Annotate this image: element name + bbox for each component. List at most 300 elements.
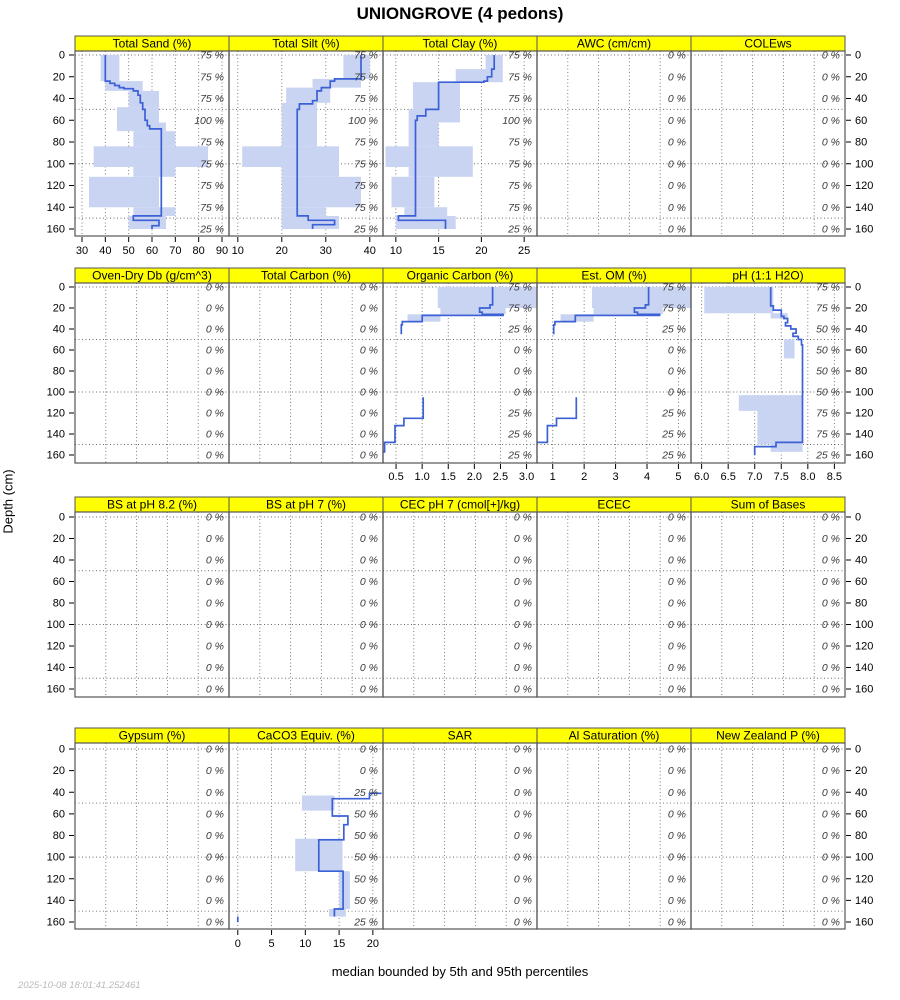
depth-tick-label: 120 <box>46 407 65 420</box>
contributing-fraction-label: 25 % <box>508 449 532 462</box>
x-axis-tick-label: 0 <box>234 938 241 950</box>
percentile-band <box>392 177 435 207</box>
x-axis-tick-label: 90 <box>215 245 229 257</box>
contributing-fraction-label: 0 % <box>359 576 378 588</box>
percentile-band <box>94 146 208 167</box>
x-axis-tick-label: 25 <box>518 245 531 257</box>
x-axis-tick-label: 2.5 <box>492 471 509 483</box>
x-axis-tick-label: 5 <box>675 471 682 483</box>
contributing-fraction-label: 0 % <box>667 683 686 696</box>
contributing-fraction-label: 0 % <box>821 71 840 84</box>
contributing-fraction-label: 0 % <box>205 597 224 610</box>
x-axis-tick-label: 30 <box>75 245 89 257</box>
contributing-fraction-label: 0 % <box>205 683 224 696</box>
contributing-fraction-label: 0 % <box>205 302 224 315</box>
contributing-fraction-label: 0 % <box>205 873 224 886</box>
contributing-fraction-label: 0 % <box>821 136 840 149</box>
depth-tick-label: 120 <box>855 180 874 192</box>
contributing-fraction-label: 0 % <box>821 894 840 907</box>
contributing-fraction-label: 50 % <box>354 851 378 864</box>
contributing-fraction-label: 25 % <box>354 223 378 236</box>
depth-tick-label: 80 <box>855 597 868 610</box>
contributing-fraction-label: 0 % <box>513 786 532 799</box>
depth-tick-label: 20 <box>52 71 65 84</box>
x-axis-tick-label: 60 <box>145 245 159 257</box>
contributing-fraction-label: 0 % <box>821 554 840 567</box>
panel-strip-title: COLEws <box>744 36 792 51</box>
contributing-fraction-label: 0 % <box>667 597 686 610</box>
depth-tick-label: 20 <box>855 71 868 84</box>
depth-tick-label: 80 <box>855 136 868 149</box>
x-axis-tick-label: 15 <box>432 245 445 257</box>
depth-tick-label: 120 <box>855 407 874 420</box>
contributing-fraction-label: 0 % <box>205 662 224 674</box>
depth-tick-label: 20 <box>52 302 65 315</box>
panel-strip-title: Oven-Dry Db (g/cm^3) <box>92 268 212 283</box>
contributing-fraction-label: 0 % <box>821 743 840 756</box>
contributing-fraction-label: 0 % <box>667 554 686 567</box>
contributing-fraction-label: 25 % <box>508 428 532 441</box>
contributing-fraction-label: 0 % <box>513 894 532 907</box>
contributing-fraction-label: 25 % <box>662 428 686 441</box>
contributing-fraction-label: 0 % <box>513 743 532 756</box>
contributing-fraction-label: 75 % <box>508 201 532 214</box>
contributing-fraction-label: 50 % <box>816 344 840 357</box>
contributing-fraction-label: 0 % <box>667 201 686 214</box>
panel-strip-title: AWC (cm/cm) <box>576 36 652 51</box>
depth-tick-label: 0 <box>58 743 65 756</box>
contributing-fraction-label: 0 % <box>667 662 686 674</box>
depth-tick-label: 0 <box>855 743 862 756</box>
percentile-band <box>594 308 663 314</box>
contributing-fraction-label: 0 % <box>667 873 686 886</box>
contributing-fraction-label: 25 % <box>354 916 378 929</box>
depth-tick-label: 120 <box>855 873 874 886</box>
contributing-fraction-label: 0 % <box>359 365 378 378</box>
contributing-fraction-label: 0 % <box>667 158 686 171</box>
panel-strip-title: Est. OM (%) <box>581 268 647 283</box>
contributing-fraction-label: 0 % <box>821 640 840 653</box>
contributing-fraction-label: 0 % <box>205 894 224 907</box>
contributing-fraction-label: 0 % <box>821 201 840 214</box>
percentile-band <box>282 167 339 177</box>
x-axis-tick-label: 7.0 <box>747 471 763 483</box>
contributing-fraction-label: 0 % <box>359 597 378 610</box>
panel-strip-title: ECEC <box>597 497 631 512</box>
depth-tick-label: 60 <box>855 576 868 588</box>
contributing-fraction-label: 0 % <box>359 662 378 674</box>
percentile-band <box>440 308 505 314</box>
depth-tick-label: 80 <box>52 365 65 378</box>
contributing-fraction-label: 0 % <box>513 554 532 567</box>
depth-tick-label: 160 <box>855 683 874 696</box>
contributing-fraction-label: 0 % <box>821 830 840 842</box>
percentile-band <box>704 287 773 313</box>
contributing-fraction-label: 0 % <box>821 49 840 62</box>
depth-tick-label: 100 <box>46 386 65 399</box>
contributing-fraction-label: 100 % <box>194 114 224 127</box>
depth-tick-label: 40 <box>855 323 868 336</box>
x-axis-tick-label: 10 <box>299 938 312 950</box>
x-axis-tick-label: 40 <box>363 245 376 257</box>
depth-tick-label: 80 <box>855 365 868 378</box>
depth-tick-label: 140 <box>46 201 65 214</box>
depth-tick-label: 140 <box>855 894 874 907</box>
contributing-fraction-label: 0 % <box>359 683 378 696</box>
percentile-band <box>282 122 317 146</box>
contributing-fraction-label: 0 % <box>821 765 840 778</box>
contributing-fraction-label: 0 % <box>667 386 686 399</box>
contributing-fraction-label: 0 % <box>821 114 840 127</box>
contributing-fraction-label: 0 % <box>667 640 686 653</box>
contributing-fraction-label: 75 % <box>200 180 224 192</box>
contributing-fraction-label: 0 % <box>821 597 840 610</box>
contributing-fraction-label: 0 % <box>359 428 378 441</box>
percentile-band <box>329 909 346 917</box>
contributing-fraction-label: 75 % <box>662 302 686 315</box>
contributing-fraction-label: 0 % <box>821 223 840 236</box>
depth-tick-label: 20 <box>52 533 65 545</box>
depth-tick-label: 100 <box>855 851 874 864</box>
depth-tick-label: 140 <box>46 662 65 674</box>
contributing-fraction-label: 25 % <box>200 223 224 236</box>
panel-strip-title: BS at pH 7 (%) <box>265 497 347 512</box>
x-axis-tick-label: 6.5 <box>720 471 736 483</box>
x-axis-tick-label: 70 <box>169 245 182 257</box>
percentile-band <box>129 216 166 229</box>
contributing-fraction-label: 0 % <box>821 533 840 545</box>
percentile-band <box>133 131 175 146</box>
panel-strip-title: SAR <box>447 728 473 743</box>
contributing-fraction-label: 0 % <box>359 640 378 653</box>
contributing-fraction-label: 0 % <box>359 743 378 756</box>
x-axis-tick-label: 2.0 <box>466 471 483 483</box>
percentile-band <box>129 91 159 107</box>
depth-tick-label: 20 <box>52 765 65 778</box>
percentile-band <box>784 340 795 359</box>
depth-tick-label: 20 <box>855 533 868 545</box>
depth-tick-label: 140 <box>46 428 65 441</box>
percentile-band <box>413 82 460 109</box>
contributing-fraction-label: 0 % <box>359 533 378 545</box>
contributing-fraction-label: 0 % <box>513 662 532 674</box>
panel-strip-title: Total Clay (%) <box>422 36 498 51</box>
contributing-fraction-label: 75 % <box>200 49 224 62</box>
contributing-fraction-label: 0 % <box>205 808 224 821</box>
percentile-band <box>286 88 330 103</box>
median-line <box>378 397 423 455</box>
contributing-fraction-label: 0 % <box>205 743 224 756</box>
contributing-fraction-label: 75 % <box>816 407 840 420</box>
figure-title: UNIONGROVE (4 pedons) <box>356 4 564 23</box>
contributing-fraction-label: 0 % <box>205 640 224 653</box>
contributing-fraction-label: 0 % <box>513 851 532 864</box>
x-axis-tick-label: 50 <box>122 245 135 257</box>
contributing-fraction-label: 0 % <box>821 808 840 821</box>
depth-tick-label: 60 <box>52 808 65 821</box>
depth-tick-label: 140 <box>855 201 874 214</box>
contributing-fraction-label: 50 % <box>816 323 840 336</box>
x-axis-tick-label: 20 <box>475 245 488 257</box>
x-axis-tick-label: 1 <box>549 471 556 483</box>
depth-tick-label: 100 <box>855 158 874 171</box>
contributing-fraction-label: 0 % <box>821 158 840 171</box>
contributing-fraction-label: 25 % <box>508 223 532 236</box>
x-axis-tick-label: 30 <box>319 245 332 257</box>
depth-tick-label: 40 <box>52 93 65 105</box>
depth-tick-label: 0 <box>58 511 65 524</box>
contributing-fraction-label: 0 % <box>667 136 686 149</box>
contributing-fraction-label: 0 % <box>513 640 532 653</box>
percentile-band <box>242 146 339 167</box>
contributing-fraction-label: 25 % <box>662 449 686 462</box>
contributing-fraction-label: 75 % <box>200 71 224 84</box>
contributing-fraction-label: 0 % <box>667 894 686 907</box>
x-axis-tick-label: 10 <box>389 245 402 257</box>
contributing-fraction-label: 0 % <box>821 786 840 799</box>
contributing-fraction-label: 0 % <box>821 93 840 105</box>
contributing-fraction-label: 0 % <box>205 554 224 567</box>
contributing-fraction-label: 0 % <box>513 765 532 778</box>
contributing-fraction-label: 0 % <box>821 511 840 524</box>
x-axis-tick-label: 1.5 <box>440 471 456 483</box>
contributing-fraction-label: 75 % <box>354 71 378 84</box>
contributing-fraction-label: 0 % <box>821 916 840 929</box>
contributing-fraction-label: 0 % <box>513 511 532 524</box>
contributing-fraction-label: 0 % <box>359 386 378 399</box>
contributing-fraction-label: 0 % <box>513 597 532 610</box>
contributing-fraction-label: 75 % <box>354 49 378 62</box>
contributing-fraction-label: 0 % <box>821 873 840 886</box>
x-axis-tick-label: 20 <box>366 938 379 950</box>
contributing-fraction-label: 0 % <box>821 662 840 674</box>
contributing-fraction-label: 0 % <box>667 511 686 524</box>
contributing-fraction-label: 75 % <box>508 71 532 84</box>
contributing-fraction-label: 75 % <box>508 180 532 192</box>
contributing-fraction-label: 0 % <box>667 180 686 192</box>
contributing-fraction-label: 0 % <box>821 576 840 588</box>
contributing-fraction-label: 0 % <box>359 323 378 336</box>
contributing-fraction-label: 0 % <box>667 344 686 357</box>
depth-tick-label: 120 <box>46 873 65 886</box>
depth-tick-label: 80 <box>52 830 65 842</box>
contributing-fraction-label: 0 % <box>205 344 224 357</box>
contributing-fraction-label: 75 % <box>354 180 378 192</box>
percentile-band <box>409 167 473 177</box>
contributing-fraction-label: 75 % <box>354 93 378 105</box>
contributing-fraction-label: 0 % <box>667 830 686 842</box>
depth-tick-label: 160 <box>46 223 65 236</box>
x-axis-tick-label: 3 <box>612 471 619 483</box>
panel-strip-title: Total Carbon (%) <box>260 268 352 283</box>
contributing-fraction-label: 0 % <box>205 407 224 420</box>
figure-caption: median bounded by 5th and 95th percentiles <box>331 964 589 979</box>
x-axis-tick-label: 7.5 <box>773 471 789 483</box>
percentile-band <box>282 177 361 207</box>
depth-tick-label: 20 <box>855 765 868 778</box>
depth-tick-label: 120 <box>46 640 65 653</box>
x-axis-tick-label: 5 <box>268 938 275 950</box>
depth-tick-label: 60 <box>52 344 65 357</box>
panel-strip-title: pH (1:1 H2O) <box>732 268 804 283</box>
percentile-band <box>282 216 339 229</box>
contributing-fraction-label: 0 % <box>205 533 224 545</box>
contributing-fraction-label: 75 % <box>354 158 378 171</box>
x-axis-tick-label: 8.5 <box>826 471 843 483</box>
percentile-band <box>739 395 803 411</box>
contributing-fraction-label: 0 % <box>359 511 378 524</box>
depth-tick-label: 60 <box>855 114 868 127</box>
contributing-fraction-label: 0 % <box>359 554 378 567</box>
contributing-fraction-label: 0 % <box>359 407 378 420</box>
contributing-fraction-label: 0 % <box>821 683 840 696</box>
contributing-fraction-label: 0 % <box>667 916 686 929</box>
contributing-fraction-label: 0 % <box>513 576 532 588</box>
contributing-fraction-label: 75 % <box>200 201 224 214</box>
contributing-fraction-label: 50 % <box>816 365 840 378</box>
contributing-fraction-label: 75 % <box>508 158 532 171</box>
panel-strip-title: BS at pH 8.2 (%) <box>106 497 198 512</box>
contributing-fraction-label: 0 % <box>667 808 686 821</box>
depth-tick-label: 160 <box>855 449 874 462</box>
depth-tick-label: 140 <box>855 428 874 441</box>
depth-tick-label: 40 <box>52 786 65 799</box>
contributing-fraction-label: 0 % <box>205 386 224 399</box>
contributing-fraction-label: 0 % <box>513 344 532 357</box>
depth-tick-label: 0 <box>855 511 862 524</box>
percentile-band <box>133 207 175 216</box>
contributing-fraction-label: 0 % <box>205 428 224 441</box>
depth-tick-label: 80 <box>52 597 65 610</box>
contributing-fraction-label: 75 % <box>816 302 840 315</box>
contributing-fraction-label: 0 % <box>513 619 532 631</box>
depth-tick-label: 140 <box>855 662 874 674</box>
contributing-fraction-label: 75 % <box>200 136 224 149</box>
contributing-fraction-label: 0 % <box>513 916 532 929</box>
panel-strip-title: New Zealand P (%) <box>716 728 820 743</box>
percentile-band <box>757 411 802 445</box>
contributing-fraction-label: 0 % <box>359 281 378 294</box>
depth-tick-label: 0 <box>58 281 65 294</box>
contributing-fraction-label: 0 % <box>513 533 532 545</box>
contributing-fraction-label: 25 % <box>816 449 840 462</box>
contributing-fraction-label: 0 % <box>667 619 686 631</box>
x-axis-tick-label: 0.5 <box>388 471 404 483</box>
contributing-fraction-label: 0 % <box>205 323 224 336</box>
panel-strip-title: Total Sand (%) <box>112 36 192 51</box>
contributing-fraction-label: 0 % <box>513 386 532 399</box>
depth-tick-label: 100 <box>855 619 874 631</box>
contributing-fraction-label: 0 % <box>359 302 378 315</box>
percentile-band <box>339 871 350 909</box>
contributing-fraction-label: 50 % <box>354 873 378 886</box>
x-axis-tick-label: 80 <box>192 245 205 257</box>
contributing-fraction-label: 75 % <box>508 49 532 62</box>
depth-tick-label: 40 <box>855 93 868 105</box>
panel-strip-title: CEC pH 7 (cmol[+]/kg) <box>399 497 521 512</box>
contributing-fraction-label: 0 % <box>667 93 686 105</box>
contributing-fraction-label: 75 % <box>354 136 378 149</box>
contributing-fraction-label: 25 % <box>508 323 532 336</box>
y-axis-label: Depth (cm) <box>0 469 16 534</box>
contributing-fraction-label: 0 % <box>667 786 686 799</box>
contributing-fraction-label: 0 % <box>205 830 224 842</box>
contributing-fraction-label: 0 % <box>205 786 224 799</box>
contributing-fraction-label: 50 % <box>354 894 378 907</box>
depth-tick-label: 120 <box>855 640 874 653</box>
contributing-fraction-label: 50 % <box>354 808 378 821</box>
contributing-fraction-label: 25 % <box>354 786 378 799</box>
panel-strip-title: CaCO3 Equiv. (%) <box>257 728 355 743</box>
depth-tick-label: 0 <box>58 49 65 62</box>
contributing-fraction-label: 0 % <box>821 180 840 192</box>
percentile-band <box>117 107 159 122</box>
percentile-band <box>409 122 439 146</box>
depth-tick-label: 160 <box>855 916 874 929</box>
contributing-fraction-label: 75 % <box>508 281 532 294</box>
depth-tick-label: 120 <box>46 180 65 192</box>
x-axis-tick-label: 20 <box>275 245 288 257</box>
contributing-fraction-label: 100 % <box>348 114 378 127</box>
contributing-fraction-label: 0 % <box>513 365 532 378</box>
percentile-band <box>456 69 503 82</box>
contributing-fraction-label: 0 % <box>667 365 686 378</box>
x-axis-tick-label: 3.0 <box>518 471 535 483</box>
depth-tick-label: 100 <box>855 386 874 399</box>
depth-tick-label: 100 <box>46 619 65 631</box>
depth-tick-label: 0 <box>855 281 862 294</box>
depth-tick-label: 160 <box>855 223 874 236</box>
depth-tick-label: 40 <box>52 323 65 336</box>
contributing-fraction-label: 0 % <box>205 281 224 294</box>
x-axis-tick-label: 8.0 <box>800 471 816 483</box>
panel-strip-title: Organic Carbon (%) <box>406 268 514 283</box>
contributing-fraction-label: 75 % <box>816 281 840 294</box>
depth-tick-label: 40 <box>52 554 65 567</box>
contributing-fraction-label: 0 % <box>205 851 224 864</box>
contributing-fraction-label: 100 % <box>502 114 532 127</box>
contributing-fraction-label: 0 % <box>359 449 378 462</box>
depth-tick-label: 60 <box>52 114 65 127</box>
contributing-fraction-label: 25 % <box>662 407 686 420</box>
contributing-fraction-label: 0 % <box>821 619 840 631</box>
x-axis-tick-label: 10 <box>231 245 244 257</box>
contributing-fraction-label: 0 % <box>513 808 532 821</box>
x-axis-tick-label: 2 <box>581 471 588 483</box>
depth-tick-label: 160 <box>46 683 65 696</box>
depth-tick-label: 60 <box>855 808 868 821</box>
contributing-fraction-label: 25 % <box>662 323 686 336</box>
percentile-band <box>404 207 447 216</box>
percentile-band <box>302 795 334 810</box>
x-axis-tick-label: 15 <box>332 938 346 950</box>
contributing-fraction-label: 0 % <box>205 511 224 524</box>
percentile-band <box>133 167 175 177</box>
timestamp: 2025-10-08 18:01:41.252461 <box>18 980 141 991</box>
percentile-band <box>396 216 456 229</box>
contributing-fraction-label: 0 % <box>205 449 224 462</box>
contributing-fraction-label: 0 % <box>667 223 686 236</box>
contributing-fraction-label: 0 % <box>205 916 224 929</box>
depth-tick-label: 80 <box>855 830 868 842</box>
percentile-band <box>386 146 473 167</box>
percentile-band <box>89 177 159 207</box>
panel-strip-title: Total Silt (%) <box>272 36 340 51</box>
contributing-fraction-label: 0 % <box>667 743 686 756</box>
contributing-fraction-label: 0 % <box>359 344 378 357</box>
contributing-fraction-label: 0 % <box>205 365 224 378</box>
depth-tick-label: 100 <box>46 158 65 171</box>
